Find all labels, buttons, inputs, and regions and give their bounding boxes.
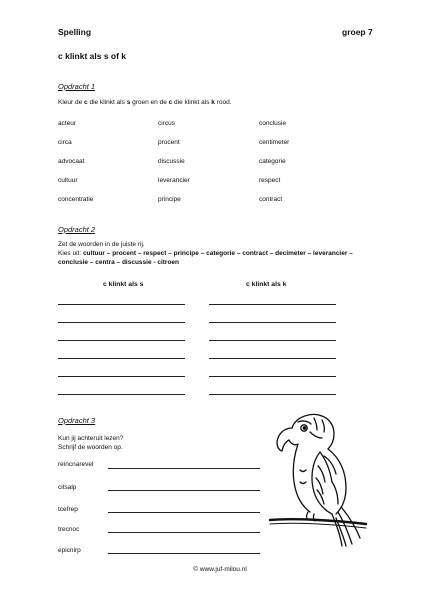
- reversed-word: tcefrep: [58, 506, 78, 513]
- reversed-word: epicnirp: [58, 547, 81, 554]
- group-label: groep 7: [342, 27, 373, 37]
- answer-line[interactable]: [108, 512, 260, 513]
- answer-line[interactable]: [58, 358, 185, 359]
- exercise3-title: Opdracht 3: [58, 416, 96, 425]
- answer-line[interactable]: [209, 376, 336, 377]
- word-item[interactable]: circa: [58, 139, 72, 146]
- answer-line[interactable]: [58, 322, 185, 323]
- answer-line[interactable]: [108, 468, 260, 469]
- exercise2-choices-line2: conclusie – centra – discussie - citroen: [58, 259, 180, 266]
- answer-line[interactable]: [108, 490, 260, 491]
- answer-line[interactable]: [209, 394, 336, 395]
- word-item[interactable]: circus: [158, 120, 175, 127]
- exercise1-instruction: Kleur de c die klinkt als s groen en de c die klinkt als k rood.: [58, 99, 232, 106]
- word-item[interactable]: respect: [259, 177, 281, 184]
- word-item[interactable]: principe: [158, 196, 181, 203]
- exercise2-title: Opdracht 2: [58, 225, 96, 234]
- word-item[interactable]: contract: [259, 196, 283, 203]
- answer-line[interactable]: [108, 532, 260, 533]
- word-item[interactable]: cultuur: [58, 177, 78, 184]
- word-item[interactable]: categorie: [259, 158, 286, 165]
- exercise1-title: Opdracht 1: [58, 82, 96, 91]
- word-item[interactable]: conclusie: [259, 120, 287, 127]
- answer-line[interactable]: [58, 304, 185, 305]
- exercise2-instruction: Zet de woorden in de juiste rij.: [58, 241, 145, 248]
- answer-line[interactable]: [209, 322, 336, 323]
- column-heading-s: c klinkt als s: [103, 281, 144, 288]
- answer-line[interactable]: [209, 304, 336, 305]
- answer-line[interactable]: [209, 340, 336, 341]
- word-item[interactable]: concentratie: [58, 196, 94, 203]
- answer-line[interactable]: [209, 358, 336, 359]
- footer-copyright: © www.juf-milou.nl: [193, 566, 247, 573]
- word-item[interactable]: leverancier: [158, 177, 190, 184]
- reversed-word: citsalp: [58, 484, 77, 491]
- answer-line[interactable]: [108, 553, 260, 554]
- exercise3-instruction: Schrijf de woorden op.: [58, 444, 123, 451]
- exercise2-choices-line1: Kies uit: cultuur – procent – respect – principe – categorie – contract – decimeter – leverancier –: [58, 250, 353, 257]
- word-item[interactable]: advocaat: [58, 158, 85, 165]
- reversed-word: trecnoc: [58, 526, 80, 533]
- word-item[interactable]: centimeter: [259, 139, 290, 146]
- word-item[interactable]: acteur: [58, 120, 77, 127]
- word-item[interactable]: discussie: [158, 158, 185, 165]
- answer-line[interactable]: [58, 376, 185, 377]
- answer-line[interactable]: [58, 340, 185, 341]
- reversed-word: reincnarevel: [58, 461, 94, 468]
- exercise3-question: Kun jij achteruit lezen?: [58, 435, 124, 442]
- worksheet-title: c klinkt als s of k: [58, 51, 127, 61]
- parrot-icon: [262, 408, 372, 548]
- column-heading-k: c klinkt als k: [246, 281, 287, 288]
- answer-line[interactable]: [58, 394, 185, 395]
- subject-title: Spelling: [58, 27, 92, 37]
- word-item[interactable]: procent: [158, 139, 180, 146]
